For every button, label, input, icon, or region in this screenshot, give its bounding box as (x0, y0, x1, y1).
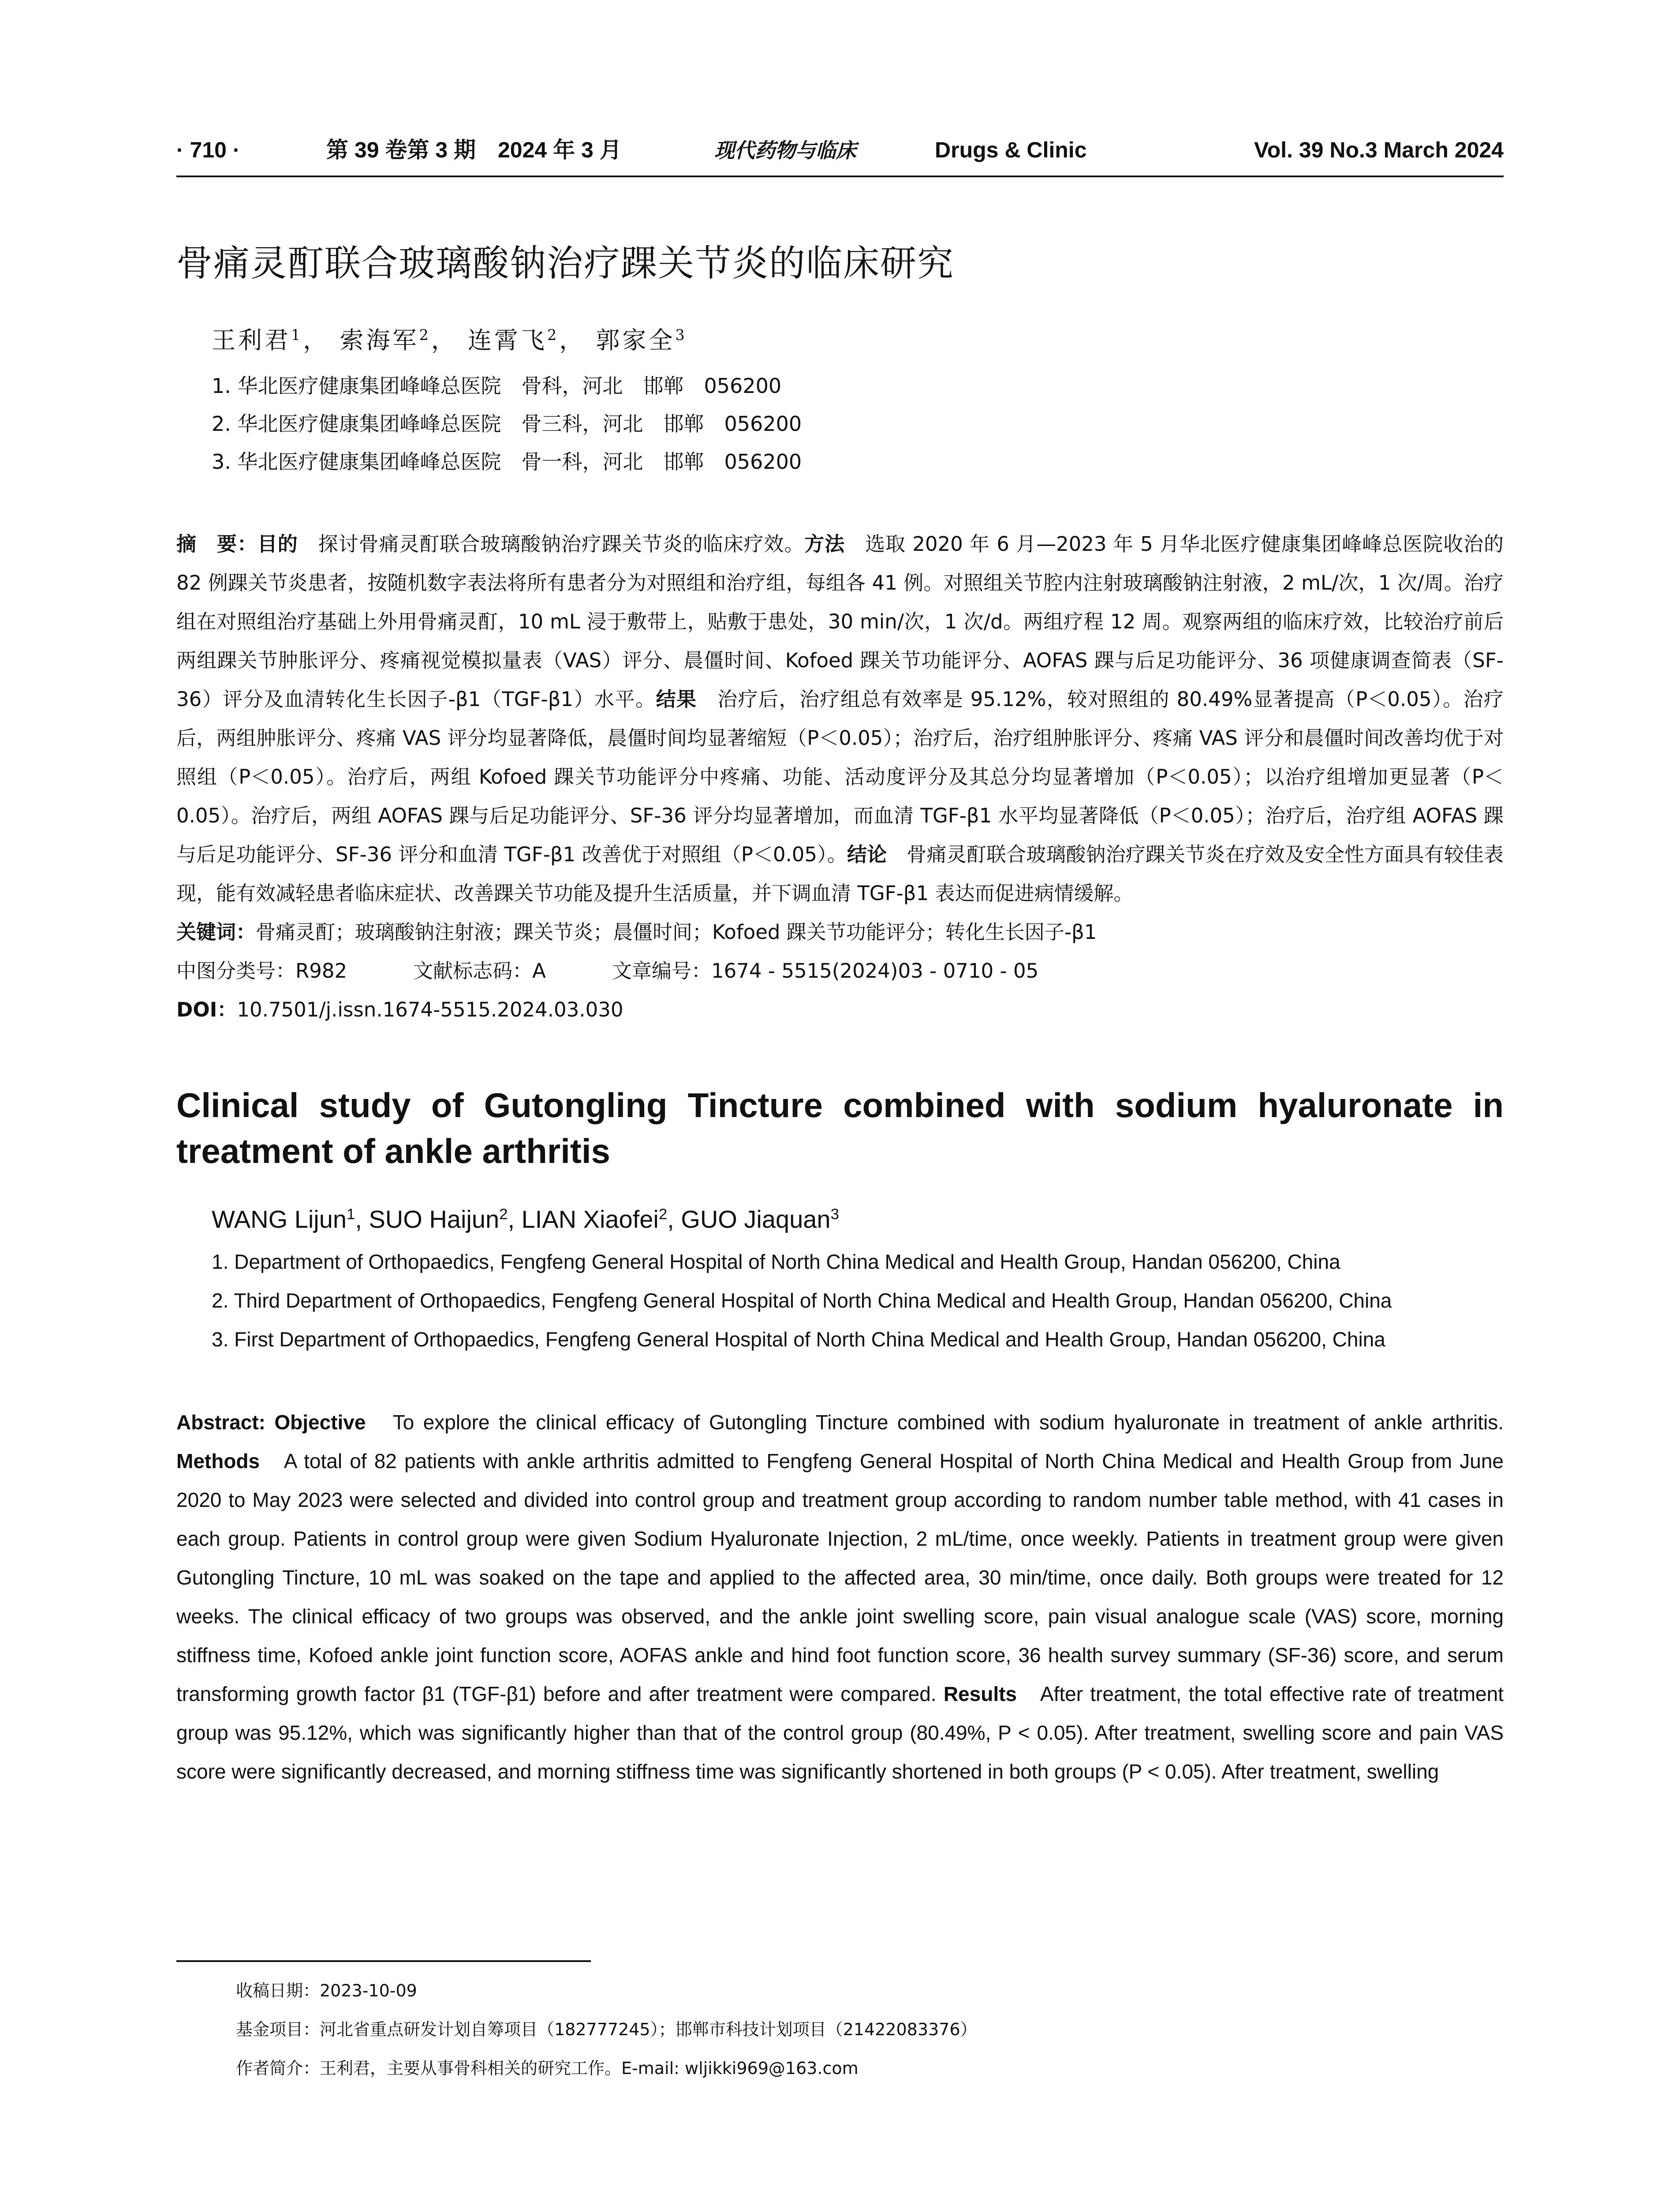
affiliation-item: 3. First Department of Orthopaedics, Fengfeng General Hospital of North China Medical and Health Group, Handan 056200, China (212, 1328, 1385, 1351)
doi-line (176, 990, 1504, 1029)
fund-info: 基金项目：河北省重点研发计划自筹项目（182777245）；邯郸市科技计划项目（21422083376） (236, 2020, 977, 2039)
author-affiliation-mark: 2 (547, 326, 560, 344)
affiliations-en (176, 1242, 1504, 1359)
keywords-label: 关键词： (176, 920, 256, 944)
results-label: Results (943, 1682, 1017, 1705)
conclusion-text: 骨痛灵酊联合玻璃酸钠治疗踝关节炎在疗效及安全性方面具有较佳表现，能有效减轻患者临床症状、改善踝关节功能及提升生活质量，并下调血清 TGF-β1 表达而促进病情缓解。 (176, 843, 1504, 905)
methods-label: Methods (176, 1450, 260, 1472)
volume-info-cn: 第 39 卷第 3 期 2024 年 3 月 (326, 138, 622, 162)
keywords-text: 骨痛灵酊；玻璃酸钠注射液；踝关节炎；晨僵时间；Kofoed 踝关节功能评分；转化生长因子-β1 (256, 920, 1097, 944)
footnotes (236, 1971, 1471, 2088)
abstract-label: 摘 要： (176, 532, 258, 556)
page-number: · 710 · (176, 138, 240, 162)
authors-cn (212, 321, 1504, 355)
article-number: 文章编号：1674 - 5515(2024)03 - 0710 - 05 (612, 959, 1039, 983)
author-separator: ， (431, 326, 458, 354)
author-bio: 作者简介：王利君，主要从事骨科相关的研究工作。E-mail: wljikki969@163.com (236, 2059, 859, 2078)
author-affiliation-mark: 2 (658, 1206, 668, 1223)
keywords-cn (176, 913, 1504, 952)
results-label: 结果 (656, 688, 697, 711)
author-separator: ， (559, 326, 586, 354)
title-en: Clinical study of Gutongling Tincture combined with sodium hyaluronate in treatment of ankle arthritis (176, 1086, 1504, 1170)
results-text: 治疗后，治疗组总有效率是 95.12%，较对照组的 80.49%显著提高（P＜0.05）。治疗后，两组肿胀评分、疼痛 VAS 评分均显著降低，晨僵时间均显著缩短（P＜0.05）；治疗后，治疗组肿胀评分、疼痛 VAS 评分和晨僵时间改善均优于对照组（P＜0.05）。治疗后，两组 Kofoed 踝关节功能评分中疼痛、功能、活动度评分及其总分均显著增加（P＜0.05）；以治疗组增加更显著（P＜0.05）。治疗后，两组 AOFAS 踝与后足功能评分、SF-36 评分均显著增加，而血清 TGF-β1 水平均显著降低（P＜0.05）；治疗后，治疗组 AOFAS 踝与后足功能评分、SF-36 评分和血清 TGF-β1 改善优于对照组（P＜0.05）。 (176, 688, 1504, 866)
author-affiliation-mark: 2 (419, 326, 431, 344)
journal-name-cn: 现代药物与临床 (714, 138, 856, 162)
running-header (176, 132, 1504, 177)
author-separator: ， (303, 326, 330, 354)
author-separator: , (508, 1205, 522, 1233)
received-date: 收稿日期：2023-10-09 (236, 1981, 417, 2000)
objective-label: 目的 (257, 532, 298, 556)
abstract-en (176, 1403, 1504, 1791)
author-name: SUO Haijun (369, 1205, 500, 1233)
results-text: After treatment, the total effective rate of treatment group was 95.12%, which was significantly higher than that of the control group (80.49%, P < 0.05). After treatment, swelling score and pain VAS score were significantly decreased, and morning stiffness time was significantly shortened in both groups (P < 0.05). After treatment, swelling (176, 1682, 1504, 1783)
volume-info-en: Vol. 39 No.3 March 2024 (1254, 138, 1504, 162)
doi-link[interactable]: 10.7501/j.issn.1674-5515.2024.03.030 (237, 998, 623, 1021)
author-affiliation-mark: 3 (830, 1206, 839, 1223)
affiliation-item: 2. Third Department of Orthopaedics, Fengfeng General Hospital of North China Medical and Health Group, Handan 056200, China (212, 1289, 1392, 1312)
author-name: 郭家全 (596, 326, 676, 354)
author-affiliation-mark: 1 (347, 1206, 355, 1223)
affiliation-item: 2. 华北医疗健康集团峰峰总医院 骨三科，河北 邯郸 056200 (212, 412, 802, 436)
author-affiliation-mark: 3 (675, 326, 687, 344)
objective-label: Objective (274, 1411, 366, 1434)
objective-text: To explore the clinical efficacy of Gutongling Tincture combined with sodium hyaluronate in treatment of ankle arthritis. (366, 1411, 1504, 1434)
doi-label: DOI： (176, 998, 237, 1021)
affiliation-item: 3. 华北医疗健康集团峰峰总医院 骨一科，河北 邯郸 056200 (212, 450, 802, 474)
methods-text: 选取 2020 年 6 月—2023 年 5 月华北医疗健康集团峰峰总医院收治的 82 例踝关节炎患者，按随机数字表法将所有患者分为对照组和治疗组，每组各 41 例。对照组关节腔内注射玻璃酸钠注射液，2 mL/次，1 次/周。治疗组在对照组治疗基础上外用骨痛灵酊，10 mL 浸于敷带上，贴敷于患处，30 min/次，1 次/d。两组疗程 12 周。观察两组的临床疗效，比较治疗前后两组踝关节肿胀评分、疼痛视觉模拟量表（VAS）评分、晨僵时间、Kofoed 踝关节功能评分、AOFAS 踝与后足功能评分、36 项健康调查简表（SF-36）评分及血清转化生长因子-β1（TGF-β1）水平。 (176, 532, 1504, 711)
methods-text: A total of 82 patients with ankle arthritis admitted to Fengfeng General Hospital of North China Medical and Health Group from June 2020 to May 2023 were selected and divided into control group and treatment group according to random number table method, with 41 cases in each group. Patients in control group were given Sodium Hyaluronate Injection, 2 mL/time, once weekly. Patients in treatment group were given Gutongling Tincture, 10 mL was soaked on the tape and applied to the affected area, 30 min/time, once daily. Both groups were treated for 12 weeks. The clinical efficacy of two groups was observed, and the ankle joint swelling score, pain visual analogue scale (VAS) score, morning stiffness time, Kofoed ankle joint function score, AOFAS ankle and hind foot function score, 36 health survey summary (SF-36) score, and serum transforming growth factor β1 (TGF-β1) before and after treatment were compared. (176, 1450, 1504, 1705)
author-name: 连霄飞 (467, 326, 547, 354)
affiliations-cn (176, 367, 1504, 481)
author-name: GUO Jiaquan (681, 1205, 831, 1233)
classification-line (176, 952, 1504, 990)
author-affiliation-mark: 2 (499, 1206, 508, 1223)
clc-number: 中图分类号：R982 (176, 959, 347, 983)
conclusion-label: 结论 (847, 843, 887, 866)
author-name: 索海军 (340, 326, 419, 354)
author-name: 王利君 (212, 326, 291, 354)
title-cn: 骨痛灵酊联合玻璃酸钠治疗踝关节炎的临床研究 (176, 243, 955, 284)
author-name: WANG Lijun (212, 1205, 347, 1233)
author-affiliation-mark: 1 (291, 326, 303, 344)
authors-en (212, 1205, 1504, 1233)
author-name: LIAN Xiaofei (521, 1205, 659, 1233)
affiliation-item: 1. Department of Orthopaedics, Fengfeng General Hospital of North China Medical and Health Group, Handan 056200, China (212, 1250, 1340, 1273)
objective-text: 探讨骨痛灵酊联合玻璃酸钠治疗踝关节炎的临床疗效。 (298, 532, 805, 556)
document-code: 文献标志码：A (413, 959, 546, 983)
author-separator: , (355, 1205, 369, 1233)
methods-label: 方法 (804, 532, 845, 556)
affiliation-item: 1. 华北医疗健康集团峰峰总医院 骨科，河北 邯郸 056200 (212, 374, 782, 398)
author-separator: , (667, 1205, 681, 1233)
footnote-divider (176, 1960, 591, 1962)
abstract-label: Abstract: (176, 1411, 265, 1434)
abstract-cn (176, 525, 1504, 913)
journal-name-en: Drugs & Clinic (935, 138, 1087, 162)
article-page (176, 132, 1504, 1791)
